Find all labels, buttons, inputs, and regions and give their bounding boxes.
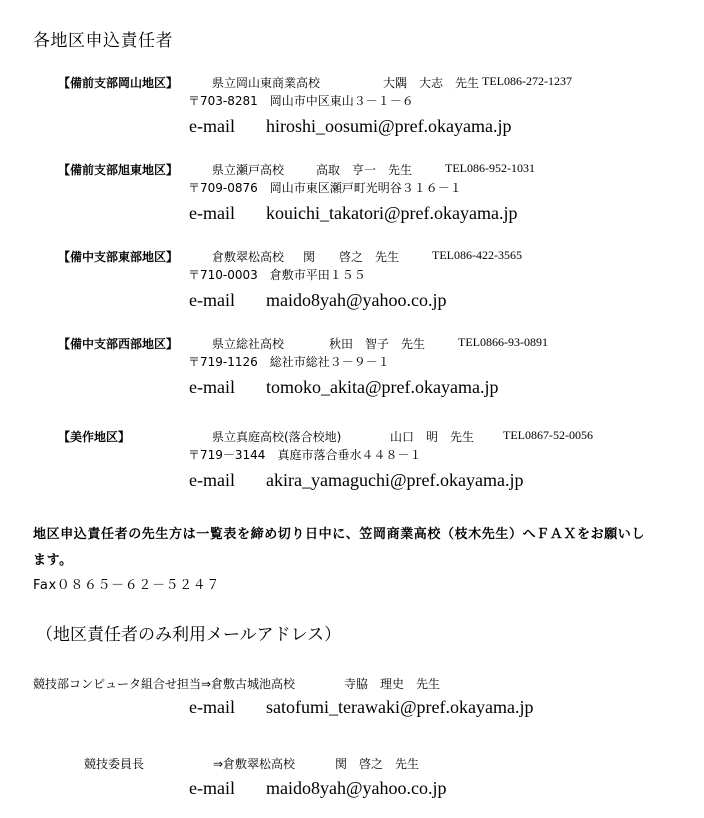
postal-address: 〒709-0876 岡山市東区瀬戸町光明谷３１６－１ xyxy=(188,181,462,195)
school-name: 県立真庭高校(落合校地) xyxy=(212,430,342,444)
school-name: 倉敷翠松高校 xyxy=(212,250,285,264)
instruction-note-continued: ます。 xyxy=(33,553,73,568)
teacher-name: 高取 亨一 先生 xyxy=(316,163,413,177)
region-label: 【美作地区】 xyxy=(58,430,131,444)
email-address[interactable]: maido8yah@yahoo.co.jp xyxy=(266,290,447,310)
postal-address: 〒719-1126 総社市総社３－９－１ xyxy=(188,355,390,369)
phone-number: TEL086-952-1031 xyxy=(445,161,535,175)
region-label: 【備中支部西部地区】 xyxy=(58,337,179,351)
fax-number: Fax０８６５－６２－５２４７ xyxy=(33,578,220,593)
email-address[interactable]: kouichi_takatori@pref.okayama.jp xyxy=(266,203,518,223)
email-label: e-mail xyxy=(189,778,235,798)
region-label: 【備前支部旭東地区】 xyxy=(58,163,179,177)
email-label: e-mail xyxy=(189,470,235,490)
instruction-note: 地区申込責任者の先生方は一覧表を締め切り日中に、笠岡商業高校（枝木先生）へＦＡＸをお願いし xyxy=(33,527,646,542)
region-label: 【備中支部東部地区】 xyxy=(58,250,179,264)
email-label: e-mail xyxy=(189,290,235,310)
teacher-name: 関 啓之 先生 xyxy=(335,757,420,771)
email-label: e-mail xyxy=(189,116,235,136)
teacher-name: 秋田 智子 先生 xyxy=(329,337,426,351)
school-name: 県立総社高校 xyxy=(212,337,285,351)
email-address[interactable]: akira_yamaguchi@pref.okayama.jp xyxy=(266,470,524,490)
school-name: ⇒倉敷翠松高校 xyxy=(213,757,296,771)
postal-address: 〒703-8281 岡山市中区東山３－１－６ xyxy=(188,94,414,108)
phone-number: TEL0867-52-0056 xyxy=(503,428,593,442)
section-subtitle: （地区責任者のみ利用メールアドレス） xyxy=(36,625,342,645)
email-address[interactable]: maido8yah@yahoo.co.jp xyxy=(266,778,447,798)
school-name: 県立瀬戸高校 xyxy=(212,163,285,177)
contact-role: 競技部コンピュータ組合せ担当⇒倉敷古城池高校 xyxy=(33,677,296,691)
email-address[interactable]: tomoko_akita@pref.okayama.jp xyxy=(266,377,499,397)
teacher-name: 寺脇 理史 先生 xyxy=(344,677,441,691)
email-label: e-mail xyxy=(189,697,235,717)
phone-number: TEL0866-93-0891 xyxy=(458,335,548,349)
postal-address: 〒719－3144 真庭市落合垂水４４８－１ xyxy=(188,448,422,462)
email-address[interactable]: hiroshi_oosumi@pref.okayama.jp xyxy=(266,116,512,136)
teacher-name: 関 啓之 先生 xyxy=(303,250,400,264)
teacher-name: 大隅 大志 先生 xyxy=(383,76,480,90)
phone-number: TEL086-272-1237 xyxy=(482,74,572,88)
email-label: e-mail xyxy=(189,203,235,223)
phone-number: TEL086-422-3565 xyxy=(432,248,522,262)
region-label: 【備前支部岡山地区】 xyxy=(58,76,179,90)
email-address[interactable]: satofumi_terawaki@pref.okayama.jp xyxy=(266,697,534,717)
postal-address: 〒710-0003 倉敷市平田１５５ xyxy=(188,268,366,282)
teacher-name: 山口 明 先生 xyxy=(390,430,475,444)
email-label: e-mail xyxy=(189,377,235,397)
contact-role: 競技委員長 xyxy=(84,757,145,771)
page-title: 各地区申込責任者 xyxy=(33,31,173,51)
school-name: 県立岡山東商業高校 xyxy=(212,76,321,90)
